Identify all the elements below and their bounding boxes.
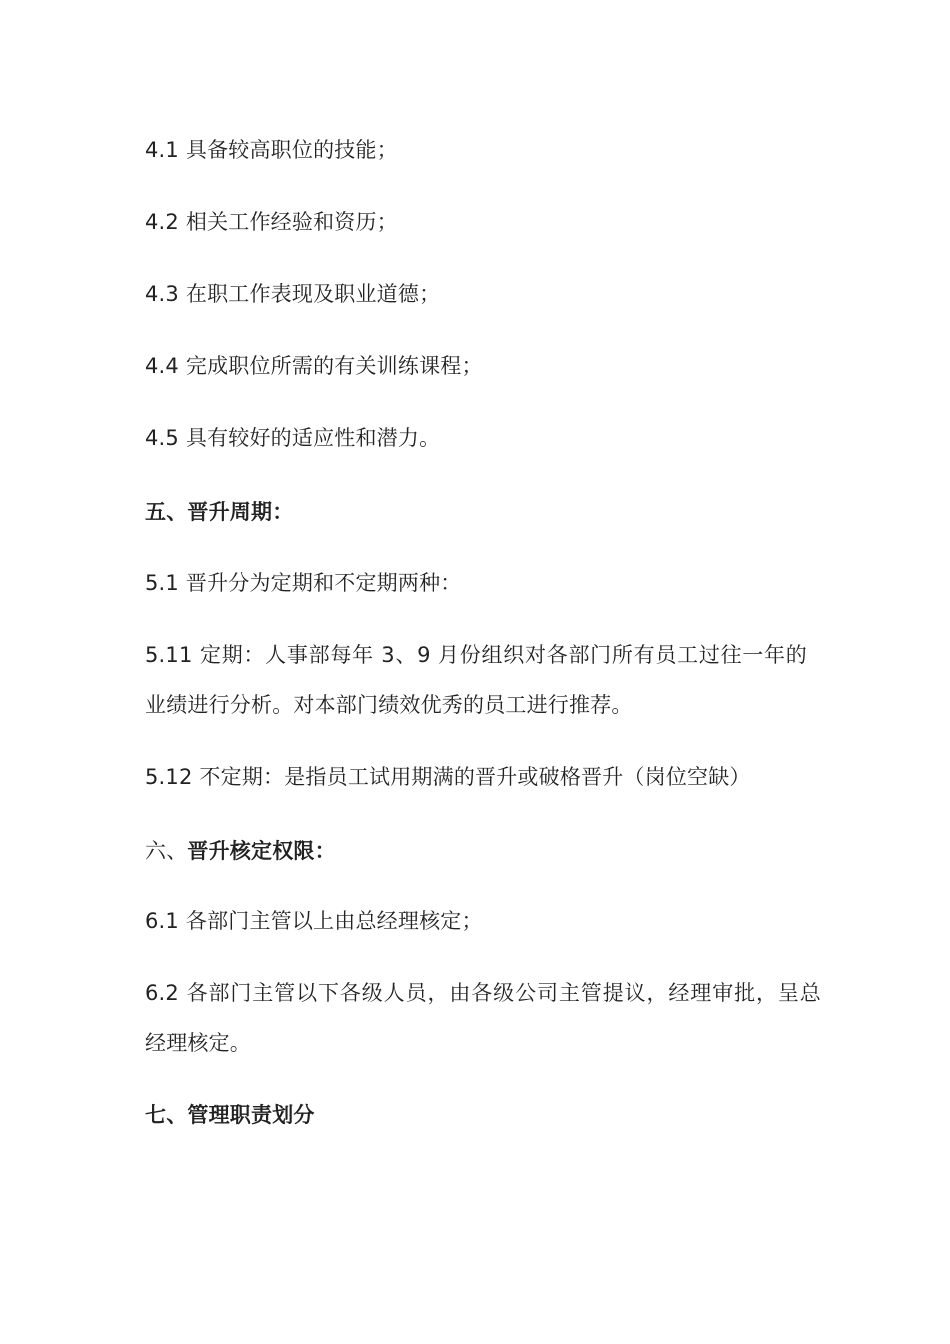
section-6-heading-number: 六、 xyxy=(145,839,188,863)
item-5-12: 5.12 不定期：是指员工试用期满的晋升或破格晋升（岗位空缺） xyxy=(145,765,751,789)
section-6-heading-text: 晋升核定权限： xyxy=(187,839,336,863)
item-4-5: 4.5 具有较好的适应性和潜力。 xyxy=(145,426,441,450)
item-6-2: 6.2 各部门主管以下各级人员，由各级公司主管提议，经理审批，呈总经理核定。 xyxy=(145,981,821,1055)
item-4-2: 4.2 相关工作经验和资历； xyxy=(145,210,398,234)
item-4-4: 4.4 完成职位所需的有关训练课程； xyxy=(145,354,483,378)
section-6-heading xyxy=(145,838,825,864)
item-5-1: 5.1 晋升分为定期和不定期两种： xyxy=(145,571,462,595)
section-7-heading: 七、管理职责划分 xyxy=(145,1103,315,1127)
item-4-1: 4.1 具备较高职位的技能； xyxy=(145,138,398,162)
item-5-11: 5.11 定期：人事部每年 3、9 月份组织对各部门所有员工过往一年的业绩进行分析。对本部门绩效优秀的员工进行推荐。 xyxy=(145,643,807,717)
section-5-heading: 五、晋升周期： xyxy=(145,500,294,524)
item-4-3: 4.3 在职工作表现及职业道德； xyxy=(145,282,441,306)
item-6-1: 6.1 各部门主管以上由总经理核定； xyxy=(145,909,483,933)
